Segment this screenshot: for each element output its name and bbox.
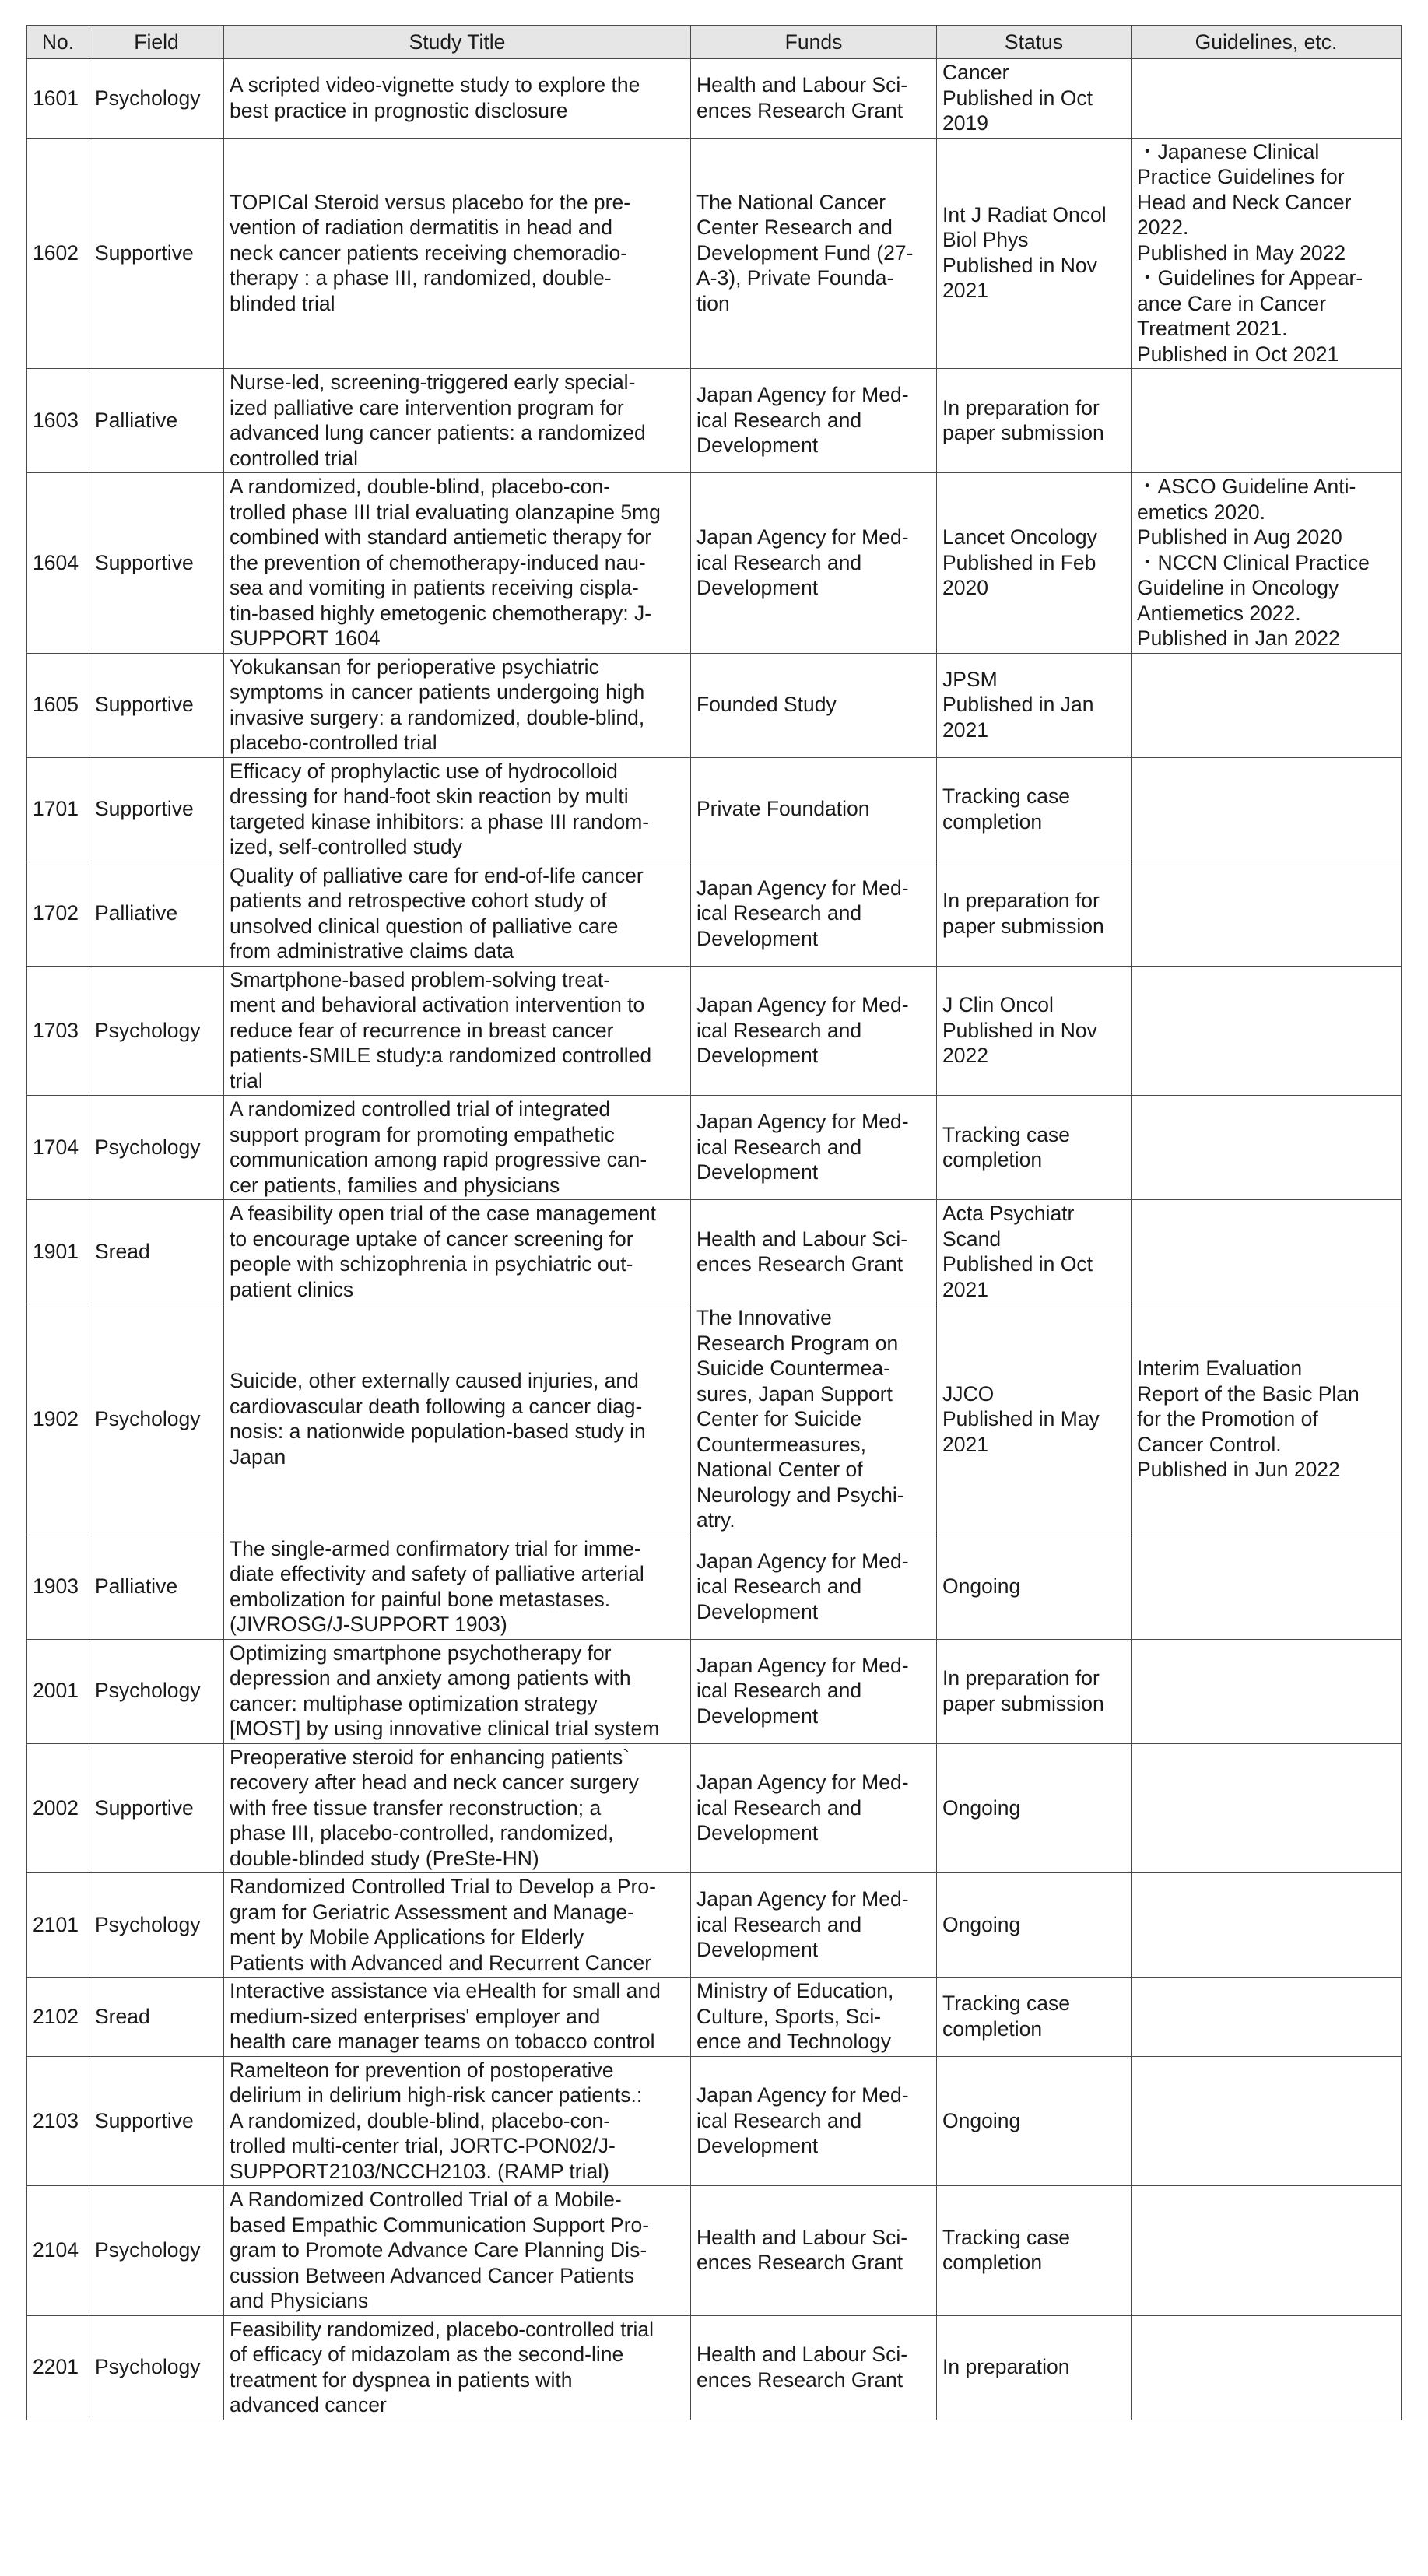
cell-status: J Clin Oncol Published in Nov 2022 (937, 966, 1132, 1096)
cell-guidelines (1132, 369, 1402, 473)
cell-field: Supportive (89, 2056, 224, 2186)
table-body (27, 59, 1402, 2420)
table-row (27, 2186, 1402, 2316)
table-row (27, 1873, 1402, 1978)
cell-status: Cancer Published in Oct 2019 (937, 59, 1132, 139)
cell-status: Int J Radiat Oncol Biol Phys Published in Nov 2021 (937, 138, 1132, 369)
cell-guidelines (1132, 1200, 1402, 1304)
cell-study-title: Efficacy of prophylactic use of hydrocolloid dressing for hand-foot skin reaction by multi targeted kinase inhibitors: a phase III random- ized, self-controlled study (224, 757, 691, 862)
cell-field: Supportive (89, 473, 224, 654)
cell-no: 2103 (27, 2056, 89, 2186)
cell-guidelines: ・Japanese Clinical Practice Guidelines for Head and Neck Cancer 2022. Published in May 2022 ・Guidelines for Appear- ance Care in Cancer Treatment 2021. Published in Oct 2021 (1132, 138, 1402, 369)
table-row (27, 1535, 1402, 1639)
cell-field: Psychology (89, 966, 224, 1096)
cell-no: 1701 (27, 757, 89, 862)
cell-no: 1703 (27, 966, 89, 1096)
table-row (27, 966, 1402, 1096)
cell-no: 1602 (27, 138, 89, 369)
cell-funds: Health and Labour Sci- ences Research Grant (691, 1200, 937, 1304)
cell-no: 1605 (27, 653, 89, 757)
cell-guidelines (1132, 1535, 1402, 1639)
cell-no: 2104 (27, 2186, 89, 2316)
cell-status: Ongoing (937, 1535, 1132, 1639)
cell-no: 1601 (27, 59, 89, 139)
table-header (27, 26, 1402, 59)
cell-funds: The National Cancer Center Research and Development Fund (27- A-3), Private Founda- tion (691, 138, 937, 369)
table-container (26, 25, 1401, 2420)
cell-guidelines: ・ASCO Guideline Anti- emetics 2020. Published in Aug 2020 ・NCCN Clinical Practice Guideline in Oncology Antiemetics 2022. Published in Jan 2022 (1132, 473, 1402, 654)
cell-status: In preparation (937, 2315, 1132, 2420)
cell-study-title: TOPICal Steroid versus placebo for the pre- vention of radiation dermatitis in head and neck cancer patients receiving chemoradio- therapy : a phase III, randomized, double- blinded trial (224, 138, 691, 369)
cell-guidelines (1132, 1096, 1402, 1200)
cell-guidelines (1132, 966, 1402, 1096)
studies-table (26, 25, 1402, 2420)
cell-status: Ongoing (937, 1743, 1132, 1873)
cell-field: Psychology (89, 2186, 224, 2316)
header-guidelines: Guidelines, etc. (1132, 26, 1402, 59)
cell-study-title: Quality of palliative care for end-of-life cancer patients and retrospective cohort study of unsolved clinical question of palliative care from administrative claims data (224, 862, 691, 966)
header-row (27, 26, 1402, 59)
cell-study-title: Yokukansan for perioperative psychiatric symptoms in cancer patients undergoing high invasive surgery: a randomized, double-blind, placebo-controlled trial (224, 653, 691, 757)
cell-status: In preparation for paper submission (937, 862, 1132, 966)
cell-field: Palliative (89, 1535, 224, 1639)
cell-funds: Japan Agency for Med- ical Research and Development (691, 1873, 937, 1978)
cell-no: 1604 (27, 473, 89, 654)
table-row (27, 2056, 1402, 2186)
cell-study-title: A scripted video-vignette study to explore the best practice in prognostic disclosure (224, 59, 691, 139)
header-no: No. (27, 26, 89, 59)
cell-funds: Ministry of Education, Culture, Sports, Sci- ence and Technology (691, 1978, 937, 2057)
table-row (27, 2315, 1402, 2420)
cell-field: Sread (89, 1200, 224, 1304)
cell-guidelines (1132, 653, 1402, 757)
cell-no: 2102 (27, 1978, 89, 2057)
cell-study-title: Randomized Controlled Trial to Develop a Pro- gram for Geriatric Assessment and Manage- ment by Mobile Applications for Elderly Patients with Advanced and Recurrent Cancer (224, 1873, 691, 1978)
cell-study-title: A randomized, double-blind, placebo-con- trolled phase III trial evaluating olanzapine 5mg combined with standard antiemetic therapy for the prevention of chemotherapy-induced nau- sea and vomiting in patients receiving cispla- tin-based highly emetogenic chemotherapy: J- SUPPORT 1604 (224, 473, 691, 654)
cell-no: 1702 (27, 862, 89, 966)
cell-field: Psychology (89, 1639, 224, 1743)
table-row (27, 369, 1402, 473)
table-row (27, 473, 1402, 654)
cell-guidelines (1132, 2186, 1402, 2316)
cell-funds: Japan Agency for Med- ical Research and Development (691, 369, 937, 473)
cell-status: Lancet Oncology Published in Feb 2020 (937, 473, 1132, 654)
cell-funds: Private Foundation (691, 757, 937, 862)
header-study-title: Study Title (224, 26, 691, 59)
cell-funds: Health and Labour Sci- ences Research Grant (691, 59, 937, 139)
table-row (27, 138, 1402, 369)
cell-study-title: Suicide, other externally caused injuries, and cardiovascular death following a cancer diag- nosis: a nationwide population-based study in Japan (224, 1304, 691, 1535)
cell-field: Supportive (89, 138, 224, 369)
cell-no: 1603 (27, 369, 89, 473)
cell-guidelines (1132, 862, 1402, 966)
cell-no: 1901 (27, 1200, 89, 1304)
cell-guidelines (1132, 59, 1402, 139)
cell-status: JPSM Published in Jan 2021 (937, 653, 1132, 757)
cell-field: Supportive (89, 653, 224, 757)
cell-funds: Japan Agency for Med- ical Research and Development (691, 2056, 937, 2186)
cell-field: Psychology (89, 1304, 224, 1535)
cell-funds: Japan Agency for Med- ical Research and Development (691, 966, 937, 1096)
cell-field: Psychology (89, 1873, 224, 1978)
cell-no: 2002 (27, 1743, 89, 1873)
cell-guidelines (1132, 1639, 1402, 1743)
cell-field: Psychology (89, 2315, 224, 2420)
cell-field: Palliative (89, 862, 224, 966)
cell-study-title: Optimizing smartphone psychotherapy for depression and anxiety among patients with cancer: multiphase optimization strategy [MOST] by using innovative clinical trial system (224, 1639, 691, 1743)
cell-status: In preparation for paper submission (937, 369, 1132, 473)
cell-status: Tracking case completion (937, 757, 1132, 862)
cell-guidelines (1132, 1743, 1402, 1873)
cell-study-title: Smartphone-based problem-solving treat- ment and behavioral activation intervention to reduce fear of recurrence in breast cancer patients-SMILE study:a randomized controlled trial (224, 966, 691, 1096)
cell-status: Acta Psychiatr Scand Published in Oct 2021 (937, 1200, 1132, 1304)
cell-funds: Health and Labour Sci- ences Research Grant (691, 2315, 937, 2420)
cell-no: 2001 (27, 1639, 89, 1743)
cell-no: 1902 (27, 1304, 89, 1535)
cell-study-title: The single-armed confirmatory trial for imme- diate effectivity and safety of palliative arterial embolization for painful bone metastases. (JIVROSG/J-SUPPORT 1903) (224, 1535, 691, 1639)
cell-funds: Japan Agency for Med- ical Research and Development (691, 473, 937, 654)
cell-field: Supportive (89, 757, 224, 862)
cell-study-title: Feasibility randomized, placebo-controlled trial of efficacy of midazolam as the second-line treatment for dyspnea in patients with advanced cancer (224, 2315, 691, 2420)
cell-study-title: Nurse-led, screening-triggered early special- ized palliative care intervention program for advanced lung cancer patients: a randomized controlled trial (224, 369, 691, 473)
cell-status: Tracking case completion (937, 2186, 1132, 2316)
cell-guidelines (1132, 757, 1402, 862)
table-row (27, 1978, 1402, 2057)
cell-field: Supportive (89, 1743, 224, 1873)
cell-funds: Founded Study (691, 653, 937, 757)
cell-field: Palliative (89, 369, 224, 473)
cell-study-title: Interactive assistance via eHealth for small and medium-sized enterprises' employer and health care manager teams on tobacco control (224, 1978, 691, 2057)
table-row (27, 1096, 1402, 1200)
cell-funds: Japan Agency for Med- ical Research and Development (691, 862, 937, 966)
table-row (27, 59, 1402, 139)
cell-study-title: Ramelteon for prevention of postoperative delirium in delirium high-risk cancer patients.: A randomized, double-blind, placebo-con- trolled multi-center trial, JORTC-PON02/J- SUPPORT2103/NCCH2103. (RAMP trial) (224, 2056, 691, 2186)
cell-no: 2201 (27, 2315, 89, 2420)
cell-funds: Health and Labour Sci- ences Research Grant (691, 2186, 937, 2316)
cell-field: Psychology (89, 59, 224, 139)
table-row (27, 653, 1402, 757)
cell-no: 1903 (27, 1535, 89, 1639)
cell-study-title: A randomized controlled trial of integrated support program for promoting empathetic communication among rapid progressive can- cer patients, families and physicians (224, 1096, 691, 1200)
cell-guidelines (1132, 1873, 1402, 1978)
cell-status: In preparation for paper submission (937, 1639, 1132, 1743)
cell-funds: The Innovative Research Program on Suicide Countermea- sures, Japan Support Center for Suicide Countermeasures, National Center of Neurology and Psychi- atry. (691, 1304, 937, 1535)
table-row (27, 1639, 1402, 1743)
cell-guidelines (1132, 2056, 1402, 2186)
cell-guidelines (1132, 2315, 1402, 2420)
cell-status: Tracking case completion (937, 1096, 1132, 1200)
cell-field: Psychology (89, 1096, 224, 1200)
cell-no: 2101 (27, 1873, 89, 1978)
cell-funds: Japan Agency for Med- ical Research and Development (691, 1096, 937, 1200)
cell-no: 1704 (27, 1096, 89, 1200)
cell-guidelines: Interim Evaluation Report of the Basic Plan for the Promotion of Cancer Control. Published in Jun 2022 (1132, 1304, 1402, 1535)
cell-field: Sread (89, 1978, 224, 2057)
table-row (27, 862, 1402, 966)
header-field: Field (89, 26, 224, 59)
table-row (27, 1743, 1402, 1873)
header-funds: Funds (691, 26, 937, 59)
cell-funds: Japan Agency for Med- ical Research and Development (691, 1535, 937, 1639)
cell-status: Ongoing (937, 2056, 1132, 2186)
cell-study-title: Preoperative steroid for enhancing patients` recovery after head and neck cancer surgery with free tissue transfer reconstruction; a phase III, placebo-controlled, randomized, double-blinded study (PreSte-HN) (224, 1743, 691, 1873)
cell-study-title: A feasibility open trial of the case management to encourage uptake of cancer screening for people with schizophrenia in psychiatric out- patient clinics (224, 1200, 691, 1304)
cell-status: Tracking case completion (937, 1978, 1132, 2057)
cell-status: JJCO Published in May 2021 (937, 1304, 1132, 1535)
header-status: Status (937, 26, 1132, 59)
cell-status: Ongoing (937, 1873, 1132, 1978)
table-row (27, 1200, 1402, 1304)
cell-funds: Japan Agency for Med- ical Research and Development (691, 1639, 937, 1743)
table-row (27, 1304, 1402, 1535)
cell-guidelines (1132, 1978, 1402, 2057)
table-row (27, 757, 1402, 862)
cell-funds: Japan Agency for Med- ical Research and Development (691, 1743, 937, 1873)
cell-study-title: A Randomized Controlled Trial of a Mobile- based Empathic Communication Support Pro- gram to Promote Advance Care Planning Dis- cussion Between Advanced Cancer Patients and Physicians (224, 2186, 691, 2316)
